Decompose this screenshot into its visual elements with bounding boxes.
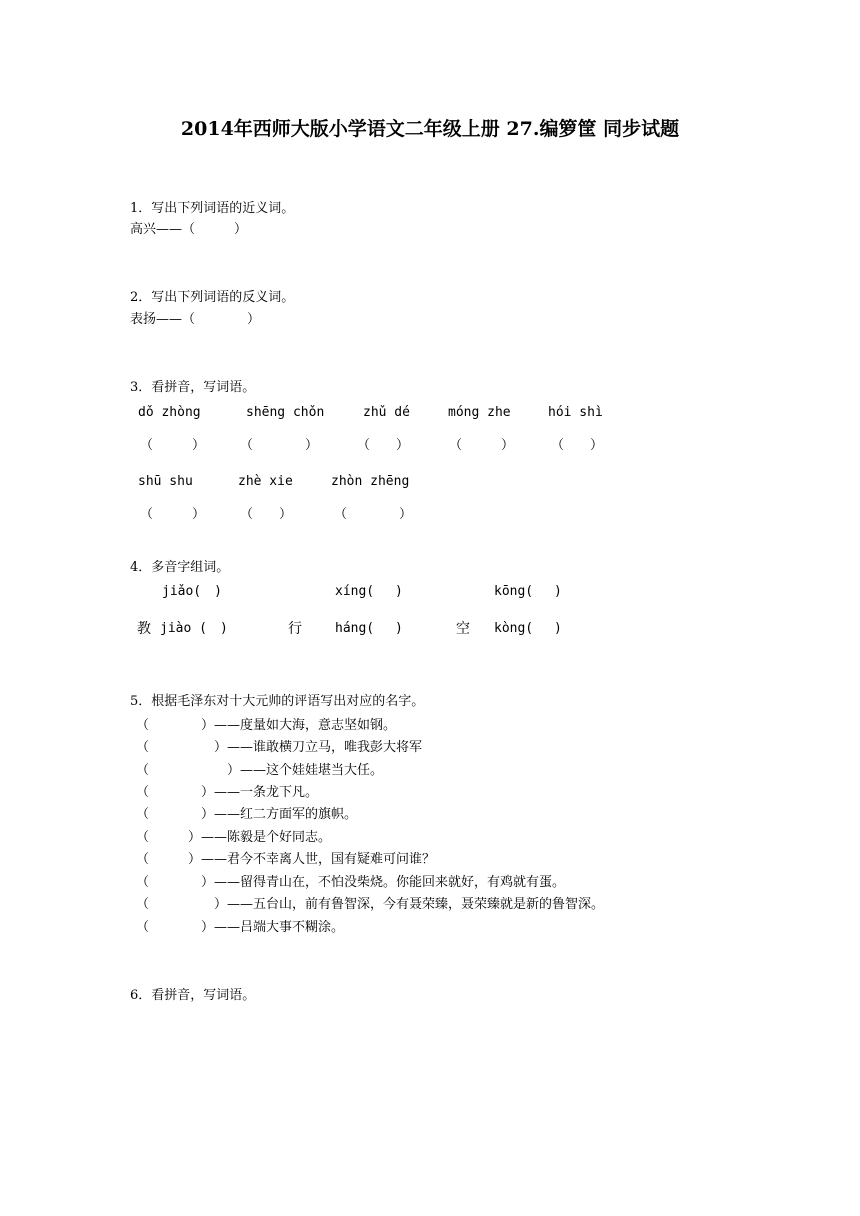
q4-bottom-2: háng( ) bbox=[335, 621, 403, 636]
q4-bottom-3: kòng( ) bbox=[494, 621, 562, 636]
q3-pinyin-2: shēng chǒn bbox=[246, 405, 325, 420]
q4-top-2: xíng( ) bbox=[335, 584, 403, 599]
q3-blank-8: （ ） bbox=[334, 507, 413, 522]
q2-prompt: 2．写出下列词语的反义词。 bbox=[130, 290, 295, 305]
q3-prompt: 3．看拼音，写词语。 bbox=[130, 380, 256, 395]
q5-prompt: 5．根据毛泽东对十大元帅的评语写出对应的名字。 bbox=[130, 694, 425, 709]
q4-bottom-1: jiào ( ) bbox=[160, 621, 228, 636]
q3-pinyin-6: shū shu bbox=[138, 474, 193, 489]
q5-line-2: （ ）——谁敢横刀立马，唯我彭大将军 bbox=[136, 740, 423, 755]
q3-pinyin-1: dǒ zhòng bbox=[138, 405, 201, 420]
page-title: 2014年西师大版小学语文二年级上册 27.编箩筐 同步试题 bbox=[180, 118, 680, 140]
q5-line-1: （ ）——度量如大海，意志坚如钢。 bbox=[136, 718, 397, 733]
q2-answer-line: 表扬——（ ） bbox=[130, 312, 261, 327]
q3-pinyin-7: zhè xie bbox=[238, 474, 293, 489]
q4-char-2: 行 bbox=[288, 621, 302, 637]
q3-blank-4: （ ） bbox=[449, 438, 515, 453]
q5-line-9: （ ）——五台山，前有鲁智深，今有聂荣臻，聂荣臻就是新的鲁智深。 bbox=[136, 897, 605, 912]
q3-pinyin-8: zhòn zhēng bbox=[331, 474, 410, 489]
q4-char-3: 空 bbox=[456, 621, 470, 637]
q5-line-4: （ ）——一条龙下凡。 bbox=[136, 785, 319, 800]
q4-top-3: kōng( ) bbox=[494, 584, 562, 599]
q1-prompt: 1．写出下列词语的近义词。 bbox=[130, 201, 295, 216]
q6-prompt: 6．看拼音，写词语。 bbox=[130, 988, 256, 1003]
q4-prompt: 4．多音字组词。 bbox=[130, 560, 230, 575]
q4-top-1: jiǎo( ) bbox=[162, 584, 222, 599]
q4-char-1: 教 bbox=[137, 621, 151, 637]
q3-pinyin-3: zhǔ dé bbox=[363, 405, 410, 420]
q3-pinyin-4: móng zhe bbox=[448, 405, 511, 420]
q3-blank-1: （ ） bbox=[140, 438, 206, 453]
q1-answer-line: 高兴——（ ） bbox=[130, 222, 248, 237]
q5-line-3: （ ）——这个娃娃堪当大任。 bbox=[136, 763, 384, 778]
q3-blank-7: （ ） bbox=[240, 507, 293, 522]
q3-pinyin-5: hói shì bbox=[548, 405, 603, 420]
q5-line-8: （ ）——留得青山在，不怕没柴烧。你能回来就好，有鸡就有蛋。 bbox=[136, 875, 566, 890]
q5-line-7: （ ）——君今不幸离人世，国有疑难可问谁？ bbox=[136, 852, 436, 867]
q5-line-5: （ ）——红二方面军的旗帜。 bbox=[136, 807, 358, 822]
q3-blank-2: （ ） bbox=[240, 438, 319, 453]
q3-blank-3: （ ） bbox=[357, 438, 410, 453]
q3-blank-5: （ ） bbox=[551, 438, 604, 453]
q3-blank-6: （ ） bbox=[140, 507, 206, 522]
q5-line-6: （ ）——陈毅是个好同志。 bbox=[136, 830, 332, 845]
q5-line-10: （ ）——吕端大事不糊涂。 bbox=[136, 920, 345, 935]
